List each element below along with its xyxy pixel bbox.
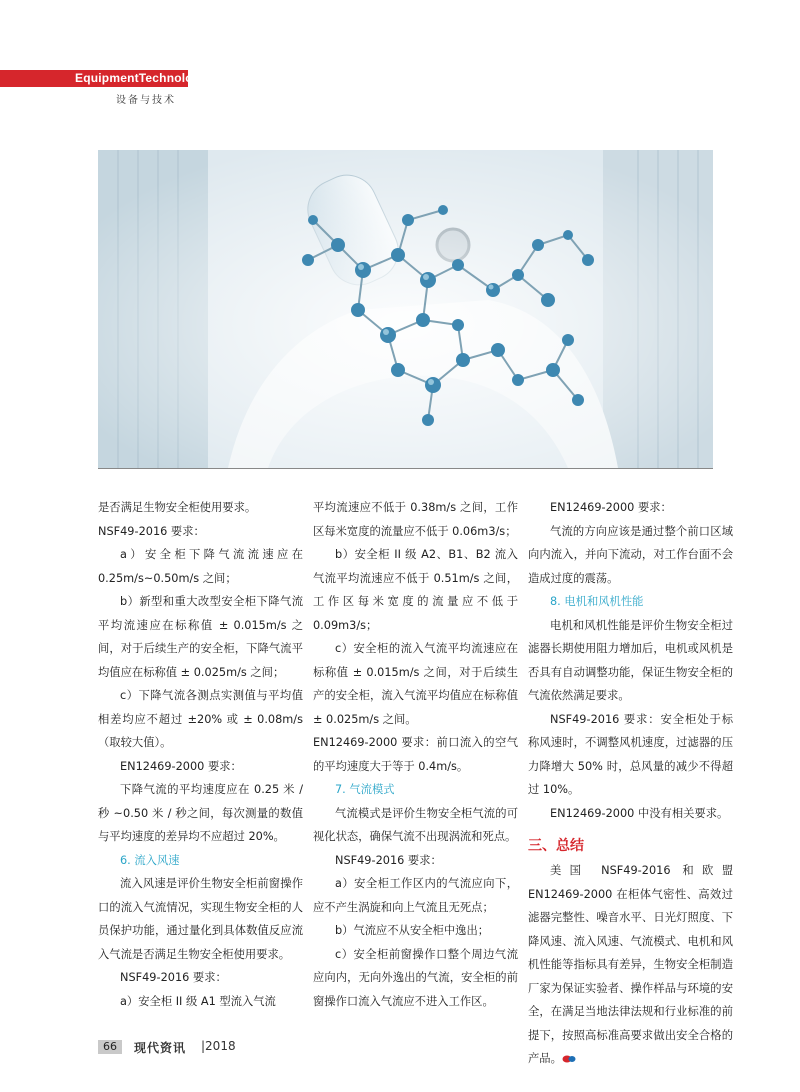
paragraph: b）安全柜 II 级 A2、B1、B2 流入气流平均流速应不低于 0.51m/s 之间，工作区每米宽度的流量应不低于 0.09m3/s； (313, 548, 518, 632)
paragraph: b）新型和重大改型安全柜下降气流平均流速应在标称值 ± 0.015m/s 之间，对于后续生产的安全柜，下降气流平均值应在标称值 ± 0.025m/s 之间； (98, 595, 303, 679)
paragraph-text: 美国 NSF49-2016 和欧盟 EN12469-2000 在柜体气密性、高效过滤器完整性、噪音水平、日光灯照度、下降风速、流入风速、气流模式、电机和风机性能等指标具有差异，生物安全柜制造厂家为保证实验者、操作样品与环境的安全，在满足当地法律法规和行业标准的前提下，按照高标准高要求做出安全合格的产品。 (528, 864, 733, 1065)
paragraph: NSF49-2016 要求： (98, 524, 205, 538)
paragraph: c）下降气流各测点实测值与平均值相差均应不超过 ±20% 或 ± 0.08m/s（取较大值）。 (98, 689, 303, 749)
section-title-en: EquipmentTechnology (75, 71, 208, 85)
paragraph: a）安全柜 II 级 A1 型流入气流 (120, 994, 276, 1008)
end-mark-icon (562, 1055, 576, 1063)
subheading: 7. 气流模式 (335, 783, 395, 796)
magazine-name: 现代资讯 (134, 1041, 187, 1055)
paragraph: 流入风速是评价生物安全柜前窗操作口的流入气流情况，实现生物安全柜的人员保护功能，通过量化到具体数值反应流入气流是否满足生物安全柜使用要求。 (98, 877, 303, 961)
paragraph: NSF49-2016 要求： (335, 853, 442, 867)
paragraph: 是否满足生物安全柜使用要求。 (98, 501, 257, 514)
image-divider (98, 468, 713, 469)
page-number: 66 (98, 1040, 122, 1054)
molecule-illustration (98, 150, 713, 468)
paragraph (528, 859, 733, 1071)
paragraph: 气流模式是评价生物安全柜气流的可视化状态，确保气流不出现涡流和死点。 (313, 806, 518, 843)
paragraph: 气流的方向应该是通过整个前口区域向内流入，并向下流动，对工作台面不会造成过度的震荡。 (528, 524, 733, 585)
paragraph: 电机和风机性能是评价生物安全柜过滤器长期使用阻力增加后，电机或风机是否具有自动调整功能，保证生物安全柜的气流依然满足要求。 (528, 618, 733, 702)
paragraph: a）安全柜工作区内的气流应向下，应不产生涡旋和向上气流且无死点； (313, 877, 518, 914)
paragraph: 平均流速应不低于 0.38m/s 之间，工作区每米宽度的流量应不低于 0.06m3/s； (313, 501, 518, 538)
section-title-cn: 设备与技术 (116, 95, 176, 106)
subheading: 6. 流入风速 (120, 853, 180, 867)
paragraph: EN12469-2000 要求： (120, 759, 242, 773)
text-column-1 (98, 496, 303, 1013)
issue-year-text: 2018 (205, 1039, 236, 1053)
paragraph: 下降气流的平均速度应在 0.25 米 / 秒 ~0.50 米 / 秒之间，每次测量的数值与平均速度的差异均不应超过 20%。 (98, 783, 303, 843)
paragraph: NSF49-2016 要求：安全柜处于标称风速时，不调整风机速度，过滤器的压力降增大 50% 时，总风量的减少不得超过 10%。 (528, 712, 733, 796)
hero-image (98, 150, 713, 468)
paragraph: NSF49-2016 要求： (120, 971, 227, 984)
section-heading: 三、总结 (528, 838, 584, 854)
paragraph: c）安全柜的流入气流平均流速应在标称值 ± 0.015m/s 之间，对于后续生产的安全柜，流入气流平均值应在标称值 ± 0.025m/s 之间。 (313, 642, 518, 726)
subheading: 8. 电机和风机性能 (550, 595, 644, 608)
text-column-3 (528, 496, 733, 1071)
paragraph: a）安全柜下降气流流速应在 0.25m/s~0.50m/s 之间； (98, 548, 303, 585)
paragraph: EN12469-2000 中没有相关要求。 (550, 806, 729, 820)
paragraph: c）安全柜前窗操作口整个周边气流应向内，无向外逸出的气流，安全柜的前窗操作口流入气流应不进入工作区。 (313, 947, 518, 1008)
paragraph: EN12469-2000 要求： (550, 501, 672, 514)
paragraph: b）气流应不从安全柜中逸出； (335, 924, 490, 937)
issue-year: |2018 (201, 1039, 236, 1053)
paragraph: EN12469-2000 要求：前口流入的空气的平均速度大于等于 0.4m/s。 (313, 736, 518, 773)
text-column-2 (313, 496, 518, 1013)
